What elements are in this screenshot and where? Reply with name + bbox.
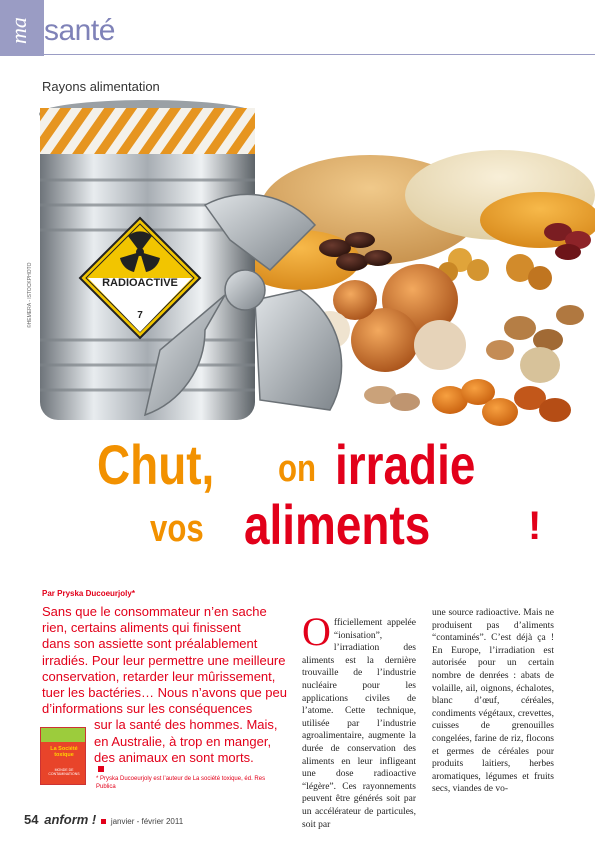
hero-illustration [0, 100, 595, 440]
column-1-text: fficiellement appelée “ionisation”, l’irradiation des aliments est la dernière trouvaille de l’industrie nucléaire pour les applications civiles de l’atome. Cette technique, utilisée par l’industrie agroalimentaire, augmente la durée de conservation des aliments en leur infligeant une dose radioactive “légère”. Ces rayonnements peuvent être générés soit par un accélérateur de particules, soit par [302, 618, 416, 830]
hero-photo [0, 100, 595, 440]
issue-date: janvier - février 2011 [110, 817, 184, 826]
rubric-prefix: ma [6, 17, 31, 44]
page-number: 54 [24, 812, 39, 827]
rubric-rule [44, 54, 595, 55]
intro-line: d’informations sur les conséquences [42, 701, 253, 717]
radioactive-barrel [39, 100, 255, 420]
barrel-label: RADIOACTIVE [102, 277, 178, 289]
headline [0, 432, 595, 572]
intro-line: en Australie, à trop en manger, [94, 733, 272, 749]
photo-credit: ©HEMERA - ISTOCKPHOTO [27, 262, 33, 328]
headline-aliments: aliments [244, 493, 431, 556]
intro-line: dans son assiette sont préalablement [42, 636, 258, 652]
end-mark-icon [98, 766, 104, 772]
intro-line: tuer les bactéries… Nous n’avons que peu [42, 685, 287, 701]
rubric-title: santé [44, 14, 115, 47]
column-2-text: une source radioactive. Mais ne produisent pas d’aliments “contaminés”. C’est déjà ça ! En Europe, l’irradiation est autorisée pour un certain nombre de denrées : abats de volaille, ail, oignons, échalotes, blanc d’œuf, céréales, condiments végétaux, crevettes, cuisses de grenouilles congelées, farine de riz, flocons et germes de céréales pour produits laitiers, herbes aromatiques, légumes et fruits secs, viandes de vo- [432, 608, 554, 795]
headline-on: on [278, 448, 317, 490]
intro-line: des animaux en sont morts. [94, 749, 254, 765]
book-title: La Société toxique [50, 746, 78, 758]
headline-vos: vos [150, 508, 204, 550]
byline: Par Pryska Ducoeurjoly* [42, 589, 135, 598]
book-cover-band [41, 728, 86, 742]
intro-line: irradiés. Pour leur permettre une meilleure [42, 652, 286, 668]
intro-line: conservation, retarder leur mûrissement, [42, 668, 276, 684]
headline-exclamation: ! [528, 504, 542, 548]
dried-fruits [438, 248, 552, 290]
drop-cap: O [302, 609, 331, 654]
barrel-number: 7 [137, 310, 143, 321]
footer-square-icon [101, 819, 106, 824]
headline-chut: Chut, [97, 433, 215, 496]
book-subtitle: MONDE DE CONTAMINATIONS [48, 768, 80, 776]
magazine-name: anform ! [44, 812, 97, 827]
intro-line: rien, certains aliments qui finissent [42, 620, 241, 636]
article-column-2 [432, 607, 554, 796]
book-cover [40, 727, 86, 785]
intro-line: Sans que le consommateur n’en sache [42, 604, 267, 619]
dried-apricots [432, 379, 571, 426]
article-column-1 [302, 609, 416, 831]
section-label: Rayons alimentation [42, 79, 160, 94]
headline-irradie: irradie [335, 433, 476, 496]
page-footer [24, 812, 183, 827]
intro-line: sur la santé des hommes. Mais, [94, 717, 278, 733]
footnote: * Pryska Ducoeurjoly est l’auteur de La société toxique, éd. Res Publica [96, 776, 266, 790]
